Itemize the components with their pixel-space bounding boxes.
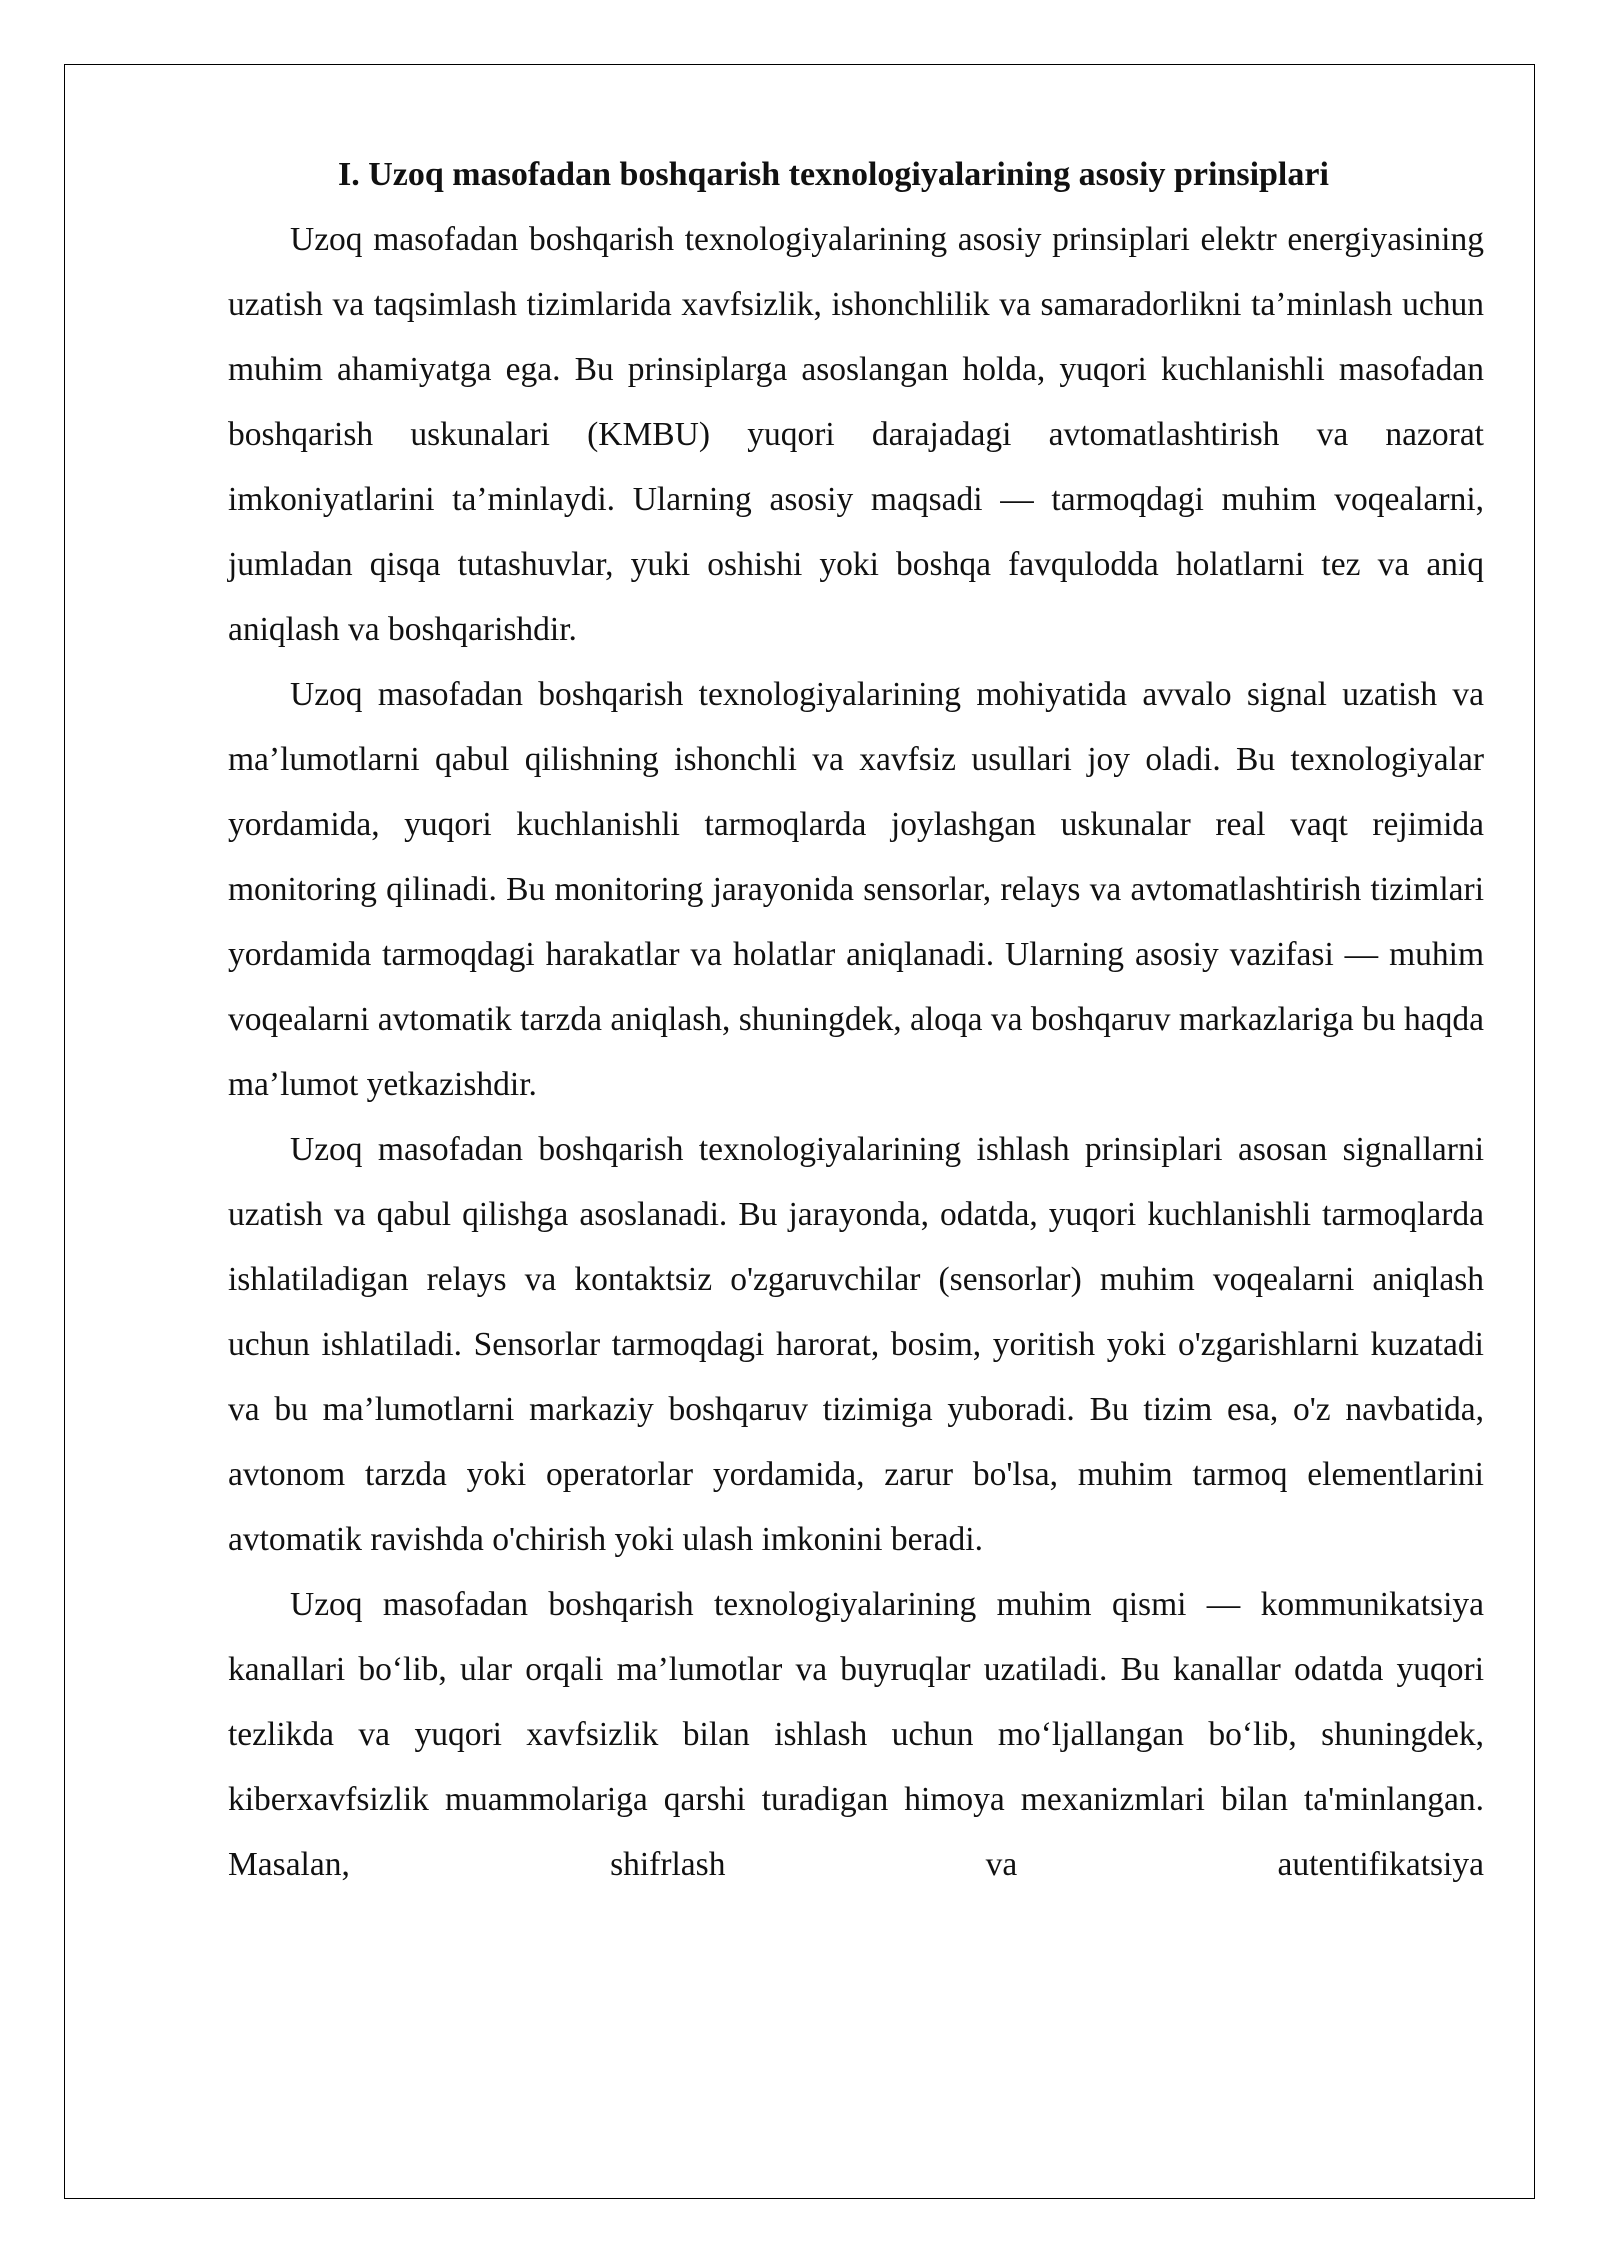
paragraph-3: Uzoq masofadan boshqarish texnologiyalarining ishlash prinsiplari asosan signallarni uzatish va qabul qilishga asoslanadi. Bu jarayonda, odatda, yuqori kuchlanishli tarmoqlarda ishlatiladigan relays va kontaktsiz o'zgaruvchilar (sensorlar) muhim voqealarni aniqlash uchun ishlatiladi. Sensorlar tarmoqdagi harorat, bosim, yoritish yoki o'zgarishlarni kuzatadi va bu ma’lumotlarni markaziy boshqaruv tizimiga yuboradi. Bu tizim esa, o'z navbatida, avtonom tarzda yoki operatorlar yordamida, zarur bo'lsa, muhim tarmoq elementlarini avtomatik ravishda o'chirish yoki ulash imkonini beradi.: [228, 1131, 1484, 1558]
paragraph-2: Uzoq masofadan boshqarish texnologiyalarining mohiyatida avvalo signal uzatish va ma’lumotlarni qabul qilishning ishonchli va xavfsiz usullari joy oladi. Bu texnologiyalar yordamida, yuqori kuchlanishli tarmoqlarda joylashgan uskunalar real vaqt rejimida monitoring qilinadi. Bu monitoring jarayonida sensorlar, relays va avtomatlashtirish tizimlari yordamida tarmoqdagi harakatlar va holatlar aniqlanadi. Ularning asosiy vazifasi — muhim voqealarni avtomatik tarzda aniqlash, shuningdek, aloqa va boshqaruv markazlariga bu haqda ma’lumot yetkazishdir.: [228, 676, 1484, 1103]
paragraph-4: Uzoq masofadan boshqarish texnologiyalarining muhim qismi — kommunikatsiya kanallari bo‘lib, ular orqali ma’lumotlar va buyruqlar uzatiladi. Bu kanallar odatda yuqori tezlikda va yuqori xavfsizlik bilan ishlash uchun mo‘ljallangan bo‘lib, shuningdek, kiberxavfsizlik muammolariga qarshi turadigan himoya mexanizmlari bilan ta'minlangan. Masalan, shifrlash va autentifikatsiya: [228, 1586, 1484, 1883]
document-body: [228, 142, 1484, 1897]
section-heading: I. Uzoq masofadan boshqarish texnologiyalarining asosiy prinsiplari: [338, 156, 1329, 193]
paragraph-1: Uzoq masofadan boshqarish texnologiyalarining asosiy prinsiplari elektr energiyasining uzatish va taqsimlash tizimlarida xavfsizlik, ishonchlilik va samaradorlikni ta’minlash uchun muhim ahamiyatga ega. Bu prinsiplarga asoslangan holda, yuqori kuchlanishli masofadan boshqarish uskunalari (KMBU) yuqori darajadagi avtomatlashtirish va nazorat imkoniyatlarini ta’minlaydi. Ularning asosiy maqsadi — tarmoqdagi muhim voqealarni, jumladan qisqa tutashuvlar, yuki oshishi yoki boshqa favqulodda holatlarni tez va aniq aniqlash va boshqarishdir.: [228, 221, 1484, 648]
